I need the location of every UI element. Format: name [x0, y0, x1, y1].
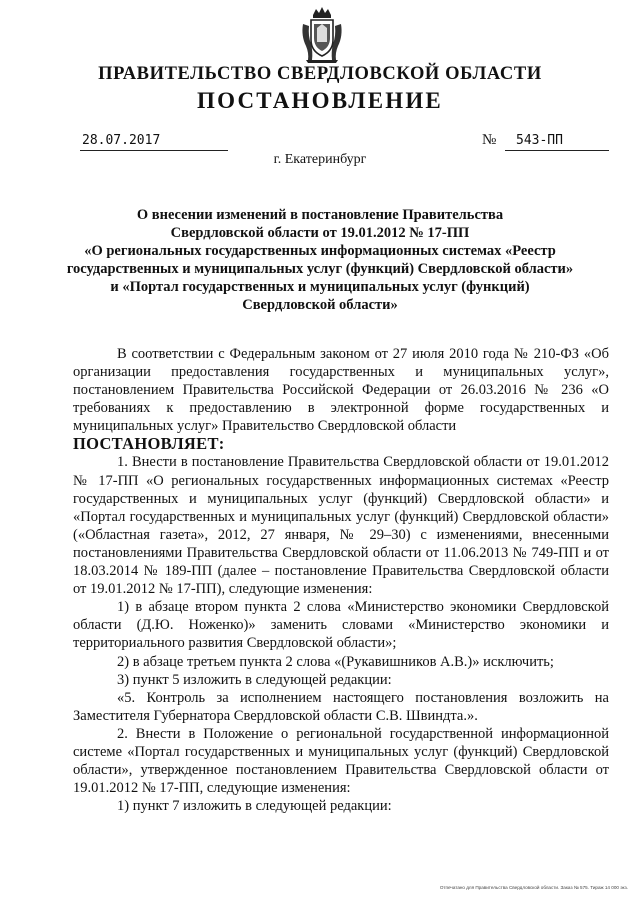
document-date: 28.07.2017	[82, 133, 161, 148]
subject-line: Свердловской области»	[242, 297, 398, 313]
preamble-paragraph: В соответствии с Федеральным законом от 27 июля 2010 года № 210-ФЗ «Об организации предоставления государственных и муниципальных услуг», постановлением Правительства Российской Федерации от 26.03.2016 № 236 «О требованиях к предоставлению в электронной форме государственных и муниципальных услуг» Правительство Свердловской области	[73, 346, 609, 435]
resolves-word: ПОСТАНОВЛЯЕТ	[73, 434, 219, 454]
number-label: №	[482, 132, 497, 148]
document-type-title: ПОСТАНОВЛЕНИЕ	[197, 88, 443, 113]
item-1-paragraph: 1. Внести в постановление Правительства Свердловской области от 19.01.2012 № 17-ПП «О региональных государственных информационных системах «Реестр государственных и муниципальных услуг (функций) Свердловской области» и «Портал государственных и муниципальных услуг (функций) Свердловской области» («Областная газета», 2012, 27 января, № 29–30) с изменениями, внесенными постановлениями Правительства Свердловской области от 11.06.2013 № 749-ПП и от 18.03.2014 № 189-ПП (далее – постановление Правительства Свердловской области от 19.01.2012 № 17-ПП), следующие изменения:	[73, 454, 609, 598]
print-note: Отпечатано для Правительства Свердловской области. Заказ № 575. Тираж 14 000 экз.	[439, 885, 628, 890]
document-subject	[60, 206, 580, 314]
resolves-colon: :	[218, 434, 225, 454]
number-field	[505, 134, 609, 151]
item-2-1-paragraph: 1) пункт 7 изложить в следующей редакции:	[117, 798, 392, 815]
subject-line: государственных и муниципальных услуг (функций) Свердловской области»	[66, 261, 574, 277]
item-1-3-paragraph: 3) пункт 5 изложить в следующей редакции:	[117, 671, 392, 688]
city-name: г. Екатеринбург	[273, 152, 367, 167]
subject-line: «О региональных государственных информационных системах «Реестр	[84, 243, 556, 259]
document-body	[73, 345, 609, 815]
document-number: 543-ПП	[516, 133, 563, 148]
resolves-heading	[73, 435, 609, 453]
subject-line: О внесении изменений в постановление Правительства	[136, 207, 504, 223]
date-field	[80, 134, 228, 151]
item-1-3-quote-paragraph: «5. Контроль за исполнением настоящего постановления возложить на Заместителя Губернатора Свердловской области С.В. Швиндта.».	[73, 689, 609, 724]
government-name: ПРАВИТЕЛЬСТВО СВЕРДЛОВСКОЙ ОБЛАСТИ	[98, 64, 542, 84]
subject-line: и «Портал государственных и муниципальных услуг (функций)	[110, 279, 530, 295]
subject-line: Свердловской области от 19.01.2012 № 17-ПП	[170, 225, 470, 241]
item-1-1-paragraph: 1) в абзаце втором пункта 2 слова «Министерство экономики Свердловской области (Д.Ю. Ноженко)» заменить словами «Министерство экономики и территориального развития Свердловской области»;	[73, 599, 609, 652]
coat-of-arms-icon	[300, 6, 344, 64]
item-1-2-paragraph: 2) в абзаце третьем пункта 2 слова «(Рукавишников А.В.)» исключить;	[117, 653, 554, 670]
item-2-paragraph: 2. Внести в Положение о региональной государственной информационной системе «Портал государственных и муниципальных услуг (функций) Свердловской области», утвержденное постановлением Правительства Свердловской области от 19.01.2012 № 17-ПП, следующие изменения:	[73, 725, 609, 797]
